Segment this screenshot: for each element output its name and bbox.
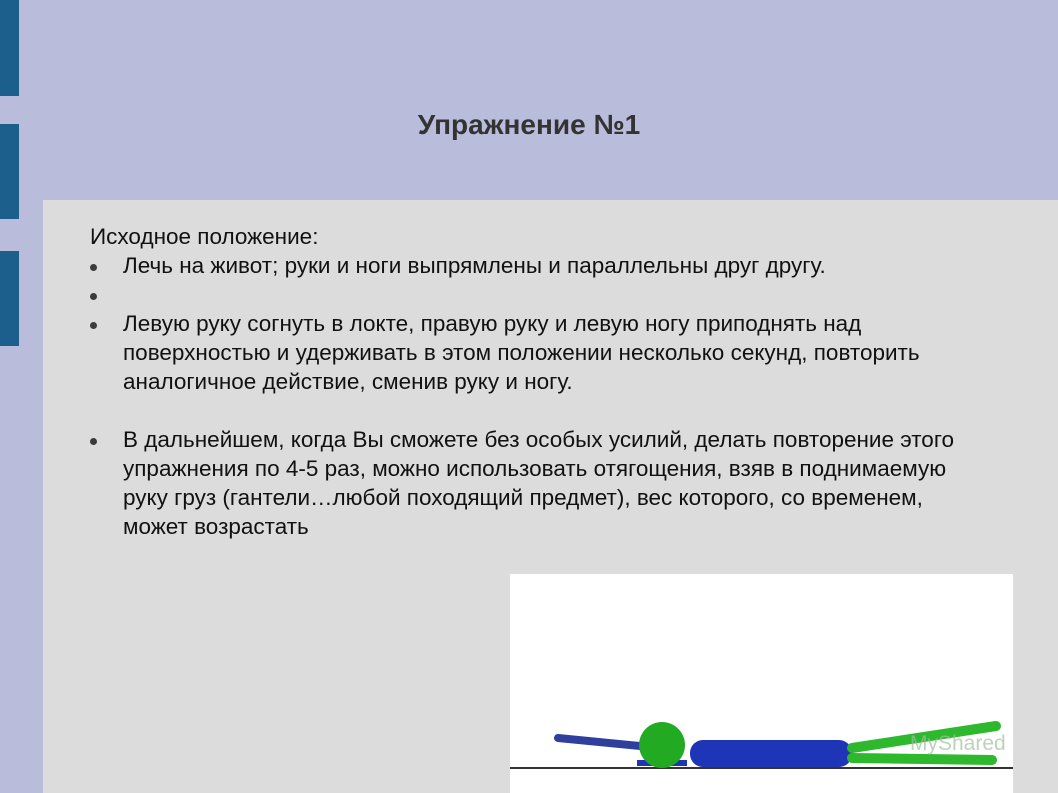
- slide-body: [90, 222, 990, 541]
- slide-title: Упражнение №1: [417, 109, 641, 140]
- arm-shape: [558, 738, 640, 746]
- watermark-text: MyShared: [910, 732, 1006, 755]
- side-bar-top: [0, 0, 19, 96]
- bullet-icon: [90, 438, 97, 445]
- bullet-item-empty: [90, 280, 990, 309]
- bullet-icon: [90, 264, 97, 271]
- bullet-icon: [90, 293, 97, 300]
- side-bar-bottom: [0, 251, 19, 346]
- bullet-text: Лечь на живот; руки и ноги выпрямлены и параллельны друг другу.: [123, 253, 826, 278]
- bullet-item: [90, 309, 990, 396]
- bullet-item: [90, 425, 990, 541]
- leg-lower-shape: [852, 758, 992, 760]
- exercise-figure: [510, 574, 1013, 793]
- intro-label: Исходное положение:: [90, 224, 319, 249]
- head-shape: [639, 722, 685, 768]
- bullet-icon: [90, 322, 97, 329]
- bullet-text: Левую руку согнуть в локте, правую руку и левую ногу приподнять над поверхностью и удерживать в этом положении несколько секунд, повторить аналогичное действие, сменив руку и ногу.: [123, 311, 920, 394]
- torso-shape: [690, 740, 852, 767]
- exercise-illustration: [510, 574, 1013, 793]
- bullet-text: В дальнейшем, когда Вы сможете без особых усилий, делать повторение этого упражнения по 4-5 раз, можно использовать отягощения, взяв в поднимаемую руку груз (гантели…любой походящий предмет), вес которого, со временем, может возрастать: [123, 427, 955, 539]
- bullet-item: [90, 251, 990, 280]
- bullet-list: [90, 251, 990, 541]
